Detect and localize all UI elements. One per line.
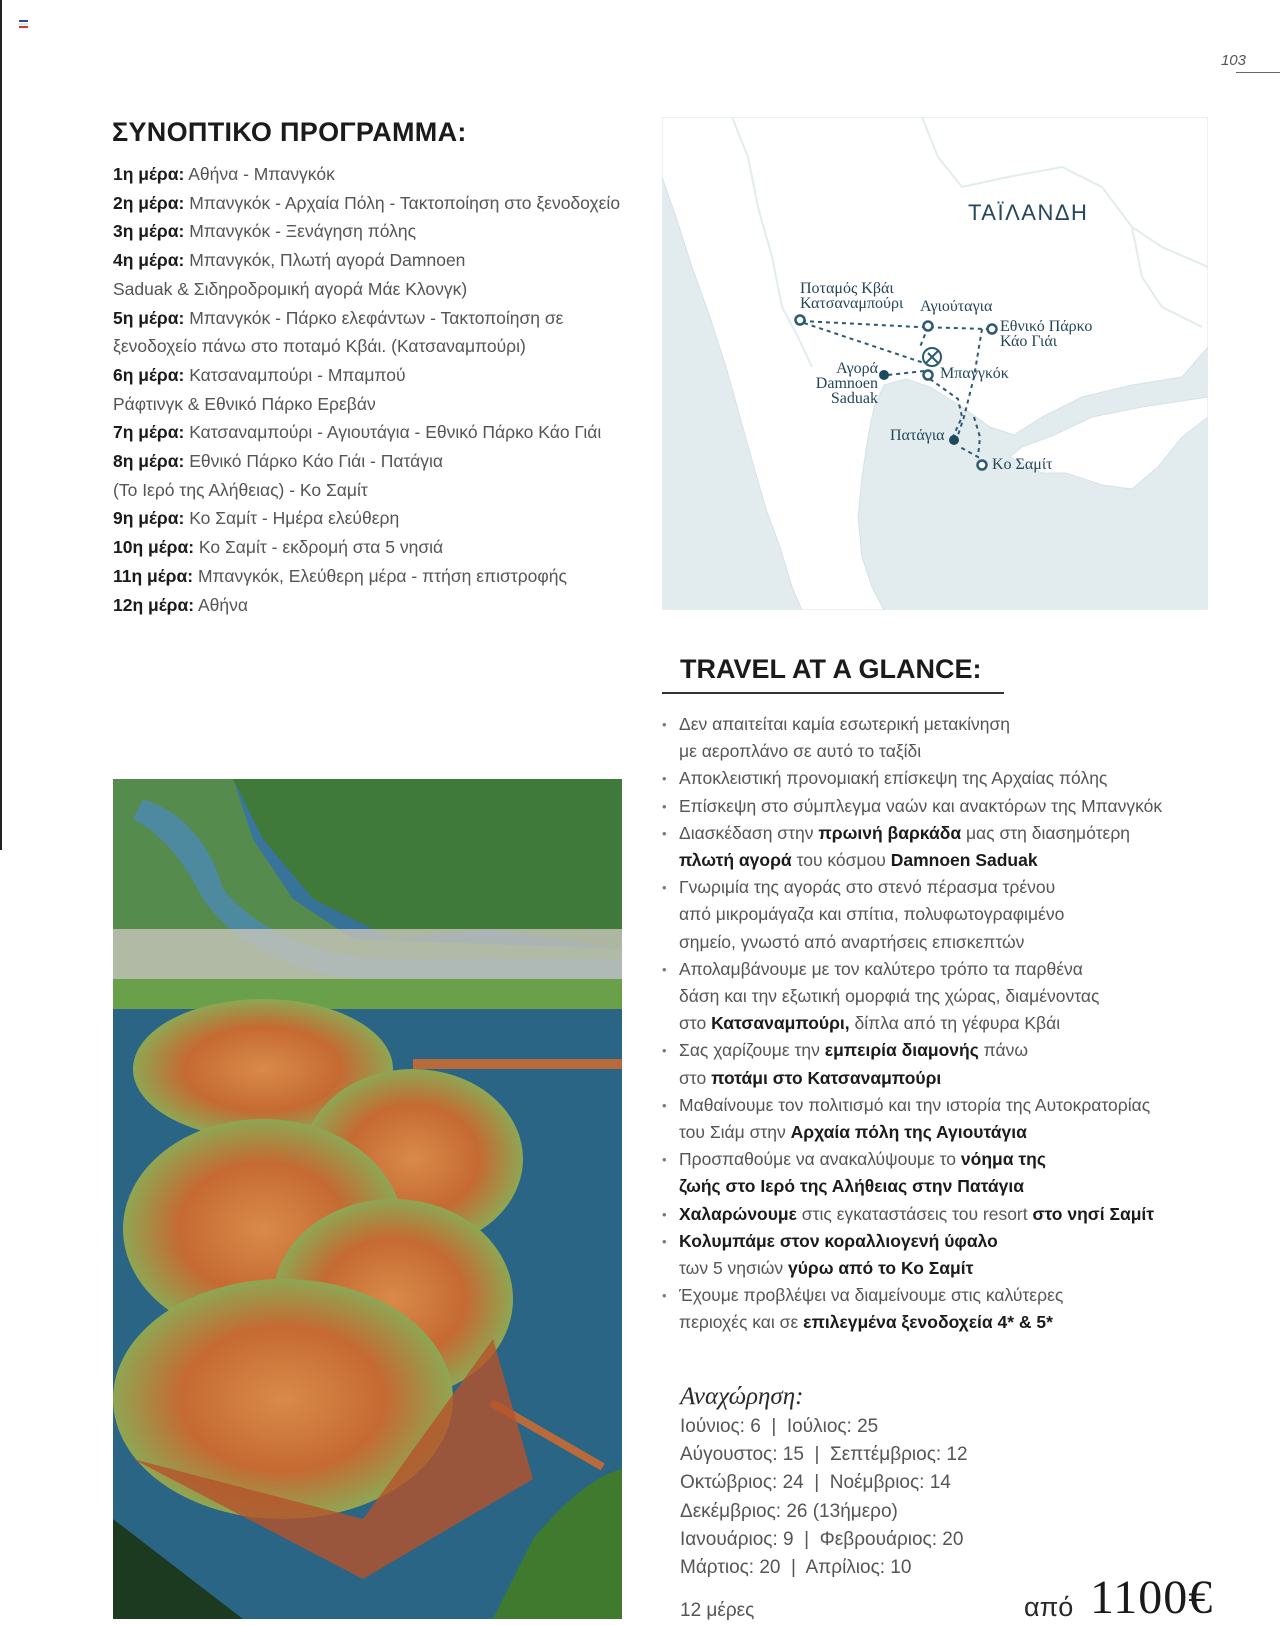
stop-kanchanaburi: [796, 316, 805, 325]
glance-text: πάνω: [978, 1040, 1029, 1061]
glance-underline: [662, 692, 1004, 694]
itinerary-row: [113, 533, 643, 562]
map-label-kwai: Ποταμός Κβάι Κατσαναμπούρι: [800, 280, 904, 312]
glance-text: του κόσμου: [791, 850, 891, 871]
map-label-damnoen: Αγορά Damnoen Saduak: [815, 360, 878, 407]
itinerary-row: [113, 275, 643, 304]
glance-text: περιοχές και σε: [679, 1312, 804, 1333]
glance-highlight: νόημα της: [960, 1149, 1046, 1170]
itinerary-text: ξενοδοχείο πάνω στο ποταμό Κβάι. (Κατσαναμπούρι): [113, 336, 526, 357]
itinerary-row: [113, 246, 643, 275]
stop-damnoen: [879, 370, 889, 380]
glance-text: Μαθαίνουμε τον πολιτισμό και την ιστορία της Αυτοκρατορίας: [679, 1094, 1151, 1115]
glance-highlight: επιλεγμένα ξενοδοχεία 4* & 5*: [803, 1312, 1053, 1333]
glance-bullet: [662, 1146, 1202, 1173]
itinerary-row: [113, 189, 643, 218]
departures-list: [680, 1413, 968, 1582]
itinerary-row: [113, 217, 643, 246]
glance-highlight: Κατσαναμπούρι,: [711, 1013, 850, 1034]
glance-highlight: πρωινή βαρκάδα: [818, 822, 962, 843]
itinerary-text: Μπανγκόκ - Αρχαία Πόλη - Τακτοποίηση στο ξενοδοχείο: [189, 192, 621, 213]
itinerary-day-label: 4η μέρα:: [113, 250, 185, 271]
glance-highlight: γύρω από το Κο Σαμίτ: [787, 1258, 974, 1279]
itinerary-day-label: 12η μέρα:: [113, 594, 195, 615]
itinerary-day-label: 3η μέρα:: [113, 221, 185, 242]
price-value: 1100€: [1090, 1571, 1214, 1624]
itinerary-row: [113, 361, 643, 390]
glance-highlight: εμπειρία διαμονής: [824, 1040, 979, 1061]
glance-highlight: Χαλαρώνουμε: [679, 1203, 797, 1224]
page-edge-line: [0, 0, 2, 850]
itinerary-text: Μπανγκόκ - Πάρκο ελεφάντων - Τακτοποίηση σε: [189, 307, 564, 328]
glance-bullet: [662, 1282, 1202, 1309]
airport-icon: [923, 348, 941, 366]
glance-text: δάση και την εξωτική ομορφιά της χώρας, διαμένοντας: [679, 986, 1100, 1007]
map-label-samet: Κο Σαμίτ: [992, 456, 1053, 473]
glance-bullet-cont: [662, 983, 1202, 1010]
itinerary-day-label: 8η μέρα:: [113, 451, 185, 472]
glance-text: Επίσκεψη στο σύμπλεγμα ναών και ανακτόρων της Μπανγκόκ: [679, 795, 1163, 816]
glance-highlight: στο νησί Σαμίτ: [1032, 1203, 1155, 1224]
map-label-pattaya: Πατάγια: [890, 427, 945, 444]
itinerary-text: Κο Σαμίτ - εκδρομή στα 5 νησιά: [198, 537, 444, 558]
stop-pattaya: [949, 435, 959, 445]
page-number-rule: [1236, 72, 1280, 73]
glance-bullet-cont: [662, 1255, 1202, 1282]
itinerary-row: [113, 447, 643, 476]
trip-duration: 12 μέρες: [680, 1600, 755, 1621]
glance-bullet: [662, 820, 1202, 847]
itinerary-text: Αθήνα - Μπανγκόκ: [188, 164, 335, 184]
temple-roofs: [113, 999, 533, 1579]
departure-row: Οκτώβριος: 24 | Νοέμβριος: 14: [680, 1472, 951, 1494]
glance-bullet: [662, 1037, 1202, 1064]
itinerary-day-label: 5η μέρα:: [113, 307, 185, 328]
glance-text: Απολαμβάνουμε με τον καλύτερο τρόπο τα παρθένα: [679, 958, 1083, 979]
departures-title: Αναχώρηση:: [680, 1383, 804, 1410]
departure-row: Μάρτιος: 20 | Απρίλιος: 10: [680, 1557, 912, 1579]
glance-bullet-cont: [662, 1119, 1202, 1146]
itinerary-text: Κατσαναμπούρι - Αγιουτάγια - Εθνικό Πάρκο Κάο Γιάι: [189, 422, 602, 443]
glance-text: Αποκλειστική προνομιακή επίσκεψη της Αρχαίας πόλης: [679, 768, 1108, 789]
route-map: [662, 117, 1208, 610]
itinerary-day-label: 7η μέρα:: [113, 422, 185, 443]
page-number: 103: [1220, 52, 1246, 69]
itinerary-text: Ράφτινγκ & Εθνικό Πάρκο Ερεβάν: [113, 393, 376, 414]
glance-text: Δεν απαιτείται καμία εσωτερική μετακίνηση: [679, 714, 1011, 734]
departure-row: Ιανουάριος: 9 | Φεβρουάριος: 20: [680, 1528, 964, 1550]
departure-row: Δεκέμβριος: 26 (13ήμερο): [680, 1500, 898, 1522]
glance-bullet: [662, 765, 1202, 792]
departure-row: Αύγουστος: 15 | Σεπτέμβριος: 12: [680, 1444, 968, 1466]
glance-bullet: [662, 1228, 1202, 1255]
glance-text: Διασκέδαση στην: [679, 822, 819, 843]
glance-bullet-cont: [662, 738, 1202, 765]
itinerary-text: Μπανγκόκ, Πλωτή αγορά Damnoen: [189, 250, 466, 271]
itinerary-text: Μπανγκόκ, Ελεύθερη μέρα - πτήση επιστροφής: [197, 565, 567, 586]
itinerary-row: [113, 476, 643, 505]
glance-bullet: [662, 956, 1202, 983]
glance-highlight: πλωτή αγορά: [679, 850, 792, 871]
map-label-bangkok: Μπανγκόκ: [940, 365, 1009, 382]
itinerary-row: [113, 504, 643, 533]
itinerary-list: [113, 160, 643, 619]
map-label-ayutthaya: Αγιούταγια: [920, 298, 993, 315]
itinerary-row: [113, 160, 643, 189]
glance-text: στο: [679, 1013, 712, 1034]
glance-text: Έχουμε προβλέψει να διαμείνουμε στις καλύτερες: [679, 1285, 1064, 1306]
itinerary-row: [113, 304, 643, 333]
departure-row: Ιούνιος: 6 | Ιούλιος: 25: [680, 1416, 879, 1437]
glance-title: TRAVEL AT A GLANCE:: [680, 654, 982, 684]
glance-bullet: [662, 874, 1202, 901]
itinerary-text: Saduak & Σιδηροδρομική αγορά Μάε Κλονγκ): [113, 278, 468, 299]
itinerary-day-label: 2η μέρα:: [113, 192, 185, 213]
glance-text: δίπλα από τη γέφυρα Κβάι: [849, 1013, 1061, 1034]
itinerary-row: [113, 591, 643, 620]
itinerary-row: [113, 418, 643, 447]
glance-bullet-cont: [662, 1010, 1202, 1037]
map-label-khao-yai: Εθνικό Πάρκο Κάο Γιάι: [1000, 318, 1093, 350]
glance-highlight: Damnoen Saduak: [890, 850, 1038, 871]
stop-koh-samet: [978, 461, 987, 470]
glance-bullet-cont: [662, 1065, 1202, 1092]
itinerary-row: [113, 562, 643, 591]
itinerary-text: Κο Σαμίτ - Ημέρα ελεύθερη: [189, 508, 400, 529]
itinerary-text: Αθήνα: [197, 594, 248, 615]
itinerary-text: Εθνικό Πάρκο Κάο Γιάι - Πατάγια: [189, 451, 443, 472]
glance-bullet: [662, 711, 1202, 738]
glance-text: Σας χαρίζουμε την: [679, 1040, 825, 1061]
glance-bullet-cont: [662, 1173, 1202, 1200]
glance-text: του Σιάμ στην: [679, 1122, 791, 1143]
glance-text: Γνωριμία της αγοράς στο στενό πέρασμα τρένου: [679, 877, 1056, 898]
itinerary-row: [113, 390, 643, 419]
temple-photo-graphic: [113, 779, 622, 1619]
glance-highlight: ποτάμι στο Κατσαναμπούρι: [711, 1067, 942, 1088]
map-graphic: [662, 117, 1208, 610]
itinerary-day-label: 11η μέρα:: [113, 565, 194, 586]
map-country-label: ΤΑΪΛΑΝΔΗ: [968, 200, 1089, 225]
flag-icon: [19, 20, 28, 27]
glance-highlight: ζωής στο Ιερό της Αλήθειας στην Πατάγια: [679, 1176, 1025, 1197]
itinerary-day-label: 10η μέρα:: [113, 537, 195, 558]
glance-text: των 5 νησιών: [679, 1258, 788, 1279]
itinerary-day-label: 1η μέρα:: [113, 164, 185, 184]
glance-bullet-cont: [662, 929, 1202, 956]
glance-text: μας στη διασημότερη: [961, 822, 1131, 843]
glance-list: [662, 711, 1202, 1337]
stop-bangkok: [924, 371, 933, 380]
stop-khao-yai: [988, 325, 997, 334]
itinerary-text: (Το Ιερό της Αλήθειας) - Κο Σαμίτ: [113, 479, 368, 500]
price-prefix: από: [1024, 1592, 1074, 1622]
glance-bullet-cont: [662, 1309, 1202, 1336]
glance-highlight: Κολυμπάμε στον κοραλλιογενή ύφαλο: [679, 1230, 998, 1251]
glance-bullet: [662, 1201, 1202, 1228]
itinerary-text: Μπανγκόκ - Ξενάγηση πόλης: [189, 221, 417, 242]
itinerary-title: ΣΥΝΟΠΤΙΚΟ ΠΡΟΓΡΑΜΜΑ:: [112, 117, 467, 147]
glance-bullet-cont: [662, 847, 1202, 874]
stop-ayutthaya: [924, 322, 933, 331]
glance-bullet: [662, 793, 1202, 820]
itinerary-day-label: 9η μέρα:: [113, 508, 185, 529]
glance-bullet-cont: [662, 901, 1202, 928]
glance-text: Προσπαθούμε να ανακαλύψουμε το: [679, 1149, 961, 1170]
itinerary-text: Κατσαναμπούρι - Μπαμπού: [189, 364, 406, 385]
temple-photo: [113, 779, 622, 1619]
itinerary-row: [113, 332, 643, 361]
glance-text: σημείο, γνωστό από αναρτήσεις επισκεπτών: [679, 931, 1025, 952]
glance-highlight: Αρχαία πόλη της Αγιουτάγια: [790, 1122, 1027, 1143]
glance-text: με αεροπλάνο σε αυτό το ταξίδι: [679, 741, 922, 762]
itinerary-day-label: 6η μέρα:: [113, 364, 185, 385]
glance-text: από μικρομάγαζα και σπίτια, πολυφωτογραφιμένο: [679, 904, 1065, 925]
glance-text: στο: [679, 1067, 712, 1088]
glance-text: στις εγκαταστάσεις του resort: [796, 1203, 1033, 1224]
glance-bullet: [662, 1092, 1202, 1119]
